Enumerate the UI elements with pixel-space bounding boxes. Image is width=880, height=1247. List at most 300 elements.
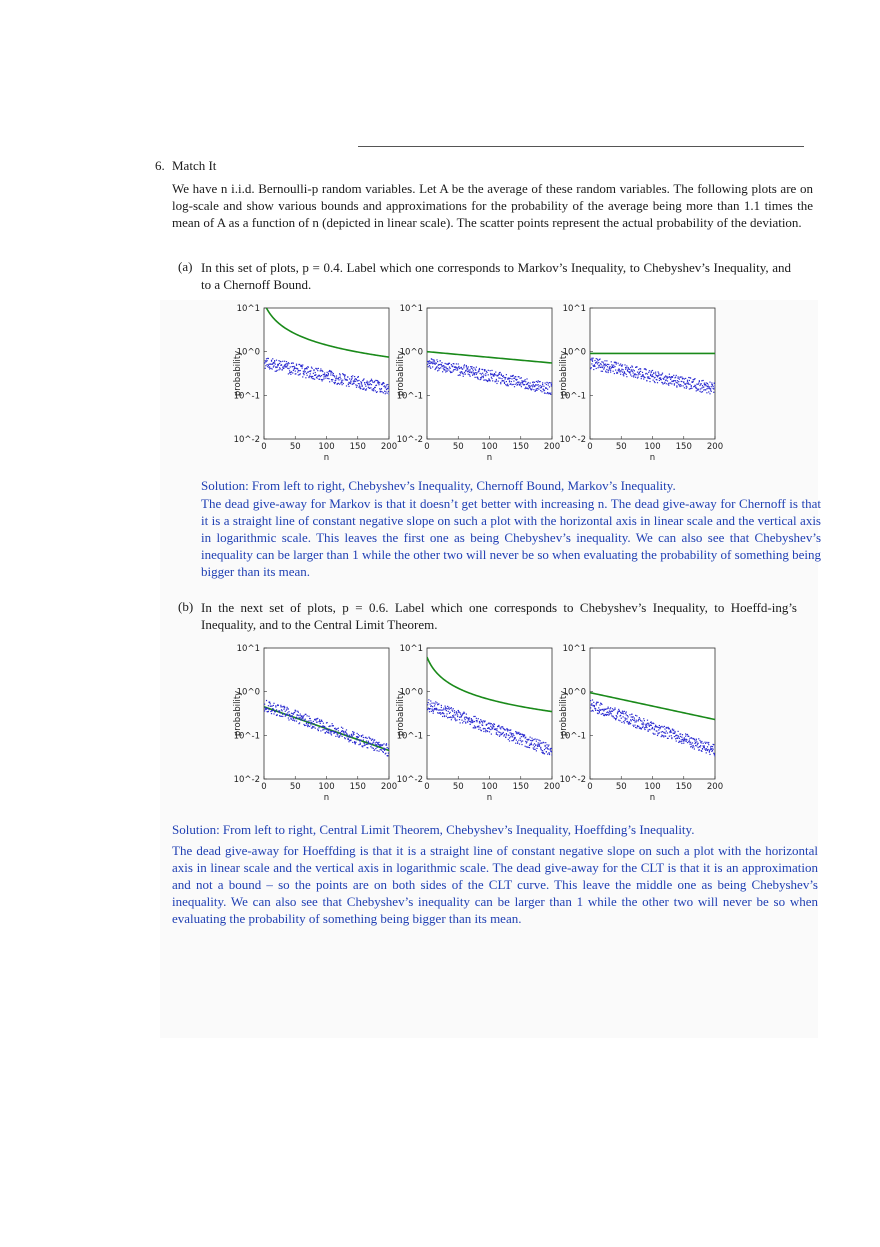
data-point — [500, 383, 501, 384]
data-point — [483, 720, 484, 721]
data-point — [694, 739, 695, 740]
data-point — [496, 383, 497, 384]
data-point — [701, 751, 702, 752]
data-point — [548, 385, 549, 386]
data-point — [282, 361, 283, 362]
data-point — [288, 708, 289, 709]
data-point — [371, 384, 372, 385]
data-point — [481, 730, 482, 731]
data-point — [473, 373, 474, 374]
data-point — [675, 377, 676, 378]
data-point — [530, 737, 531, 738]
data-point — [714, 747, 715, 748]
x-tick-label: 0 — [261, 442, 267, 452]
x-tick-label: 150 — [675, 782, 692, 792]
data-point — [708, 391, 709, 392]
data-point — [288, 363, 289, 364]
data-point — [308, 376, 309, 377]
data-point — [528, 388, 529, 389]
data-point — [298, 712, 299, 713]
data-point — [681, 385, 682, 386]
data-point — [699, 749, 700, 750]
data-point — [367, 382, 368, 383]
data-point — [603, 369, 604, 370]
data-point — [637, 726, 638, 727]
data-point — [520, 738, 521, 739]
data-point — [658, 729, 659, 730]
data-point — [669, 732, 670, 733]
data-point — [491, 370, 492, 371]
data-point — [591, 703, 592, 704]
data-point — [461, 720, 462, 721]
data-point — [306, 373, 307, 374]
data-point — [514, 386, 515, 387]
data-point — [530, 386, 531, 387]
data-point — [381, 749, 382, 750]
data-point — [325, 378, 326, 379]
data-point — [455, 369, 456, 370]
data-point — [547, 754, 548, 755]
data-point — [310, 723, 311, 724]
data-point — [650, 374, 651, 375]
data-point — [482, 369, 483, 370]
data-point — [546, 747, 547, 748]
y-tick-label: 10^1 — [236, 304, 260, 314]
data-point — [330, 374, 331, 375]
data-point — [433, 703, 434, 704]
data-point — [526, 746, 527, 747]
data-point — [374, 381, 375, 382]
data-point — [320, 368, 321, 369]
data-point — [691, 385, 692, 386]
data-point — [495, 371, 496, 372]
data-point — [591, 710, 592, 711]
data-point — [485, 375, 486, 376]
data-point — [277, 367, 278, 368]
data-point — [706, 752, 707, 753]
data-point — [439, 709, 440, 710]
data-point — [511, 384, 512, 385]
data-point — [431, 711, 432, 712]
data-point — [311, 377, 312, 378]
data-point — [694, 386, 695, 387]
data-point — [268, 364, 269, 365]
data-point — [472, 375, 473, 376]
data-point — [693, 381, 694, 382]
data-point — [594, 360, 595, 361]
y-tick-label: 10^1 — [562, 304, 586, 314]
data-point — [458, 712, 459, 713]
data-point — [550, 393, 551, 394]
data-point — [294, 367, 295, 368]
data-point — [641, 378, 642, 379]
data-point — [598, 713, 599, 714]
data-point — [441, 705, 442, 706]
data-point — [383, 748, 384, 749]
data-point — [607, 364, 608, 365]
data-point — [536, 741, 537, 742]
data-point — [324, 726, 325, 727]
data-point — [317, 718, 318, 719]
data-point — [616, 362, 617, 363]
data-point — [502, 726, 503, 727]
data-point — [498, 377, 499, 378]
data-point — [346, 729, 347, 730]
data-point — [521, 741, 522, 742]
data-point — [441, 707, 442, 708]
data-point — [673, 375, 674, 376]
plot-a-3 — [559, 304, 723, 463]
data-point — [275, 705, 276, 706]
data-point — [696, 384, 697, 385]
data-point — [601, 361, 602, 362]
data-point — [491, 727, 492, 728]
data-point — [488, 722, 489, 723]
data-point — [662, 382, 663, 383]
data-point — [452, 711, 453, 712]
data-point — [605, 364, 606, 365]
data-point — [290, 366, 291, 367]
data-point — [639, 372, 640, 373]
y-tick-label: 10^-1 — [559, 731, 586, 742]
data-point — [511, 733, 512, 734]
data-point — [609, 708, 610, 709]
part-a-solution-body: The dead give-away for Markov is that it doesn’t get better with increasing n. The dead give-away for Chernoff is that it is a straight line of constant negative slope on such a plot with the horizontal axis in linear scale and the vertical axis in logarithmic scale. This leaves the first one as being Chebyshev’s inequality. We can also see that Chebyshev’s inequality can be larger than 1 while the other two will never be so when evaluating the probability of something being bigger than its mean. — [201, 496, 821, 579]
data-point — [679, 741, 680, 742]
data-point — [604, 364, 605, 365]
data-point — [685, 736, 686, 737]
data-point — [279, 363, 280, 364]
data-point — [474, 725, 475, 726]
data-point — [438, 369, 439, 370]
y-axis-label: probability — [396, 690, 406, 737]
data-point — [535, 749, 536, 750]
data-point — [685, 384, 686, 385]
data-point — [618, 711, 619, 712]
data-point — [383, 383, 384, 384]
data-point — [360, 739, 361, 740]
data-point — [454, 712, 455, 713]
data-point — [551, 383, 552, 384]
data-point — [530, 382, 531, 383]
data-point — [656, 379, 657, 380]
data-point — [365, 737, 366, 738]
data-point — [440, 714, 441, 715]
data-point — [606, 365, 607, 366]
data-point — [459, 719, 460, 720]
data-point — [634, 370, 635, 371]
data-point — [619, 720, 620, 721]
data-point — [320, 730, 321, 731]
data-point — [430, 700, 431, 701]
data-point — [666, 383, 667, 384]
data-point — [431, 359, 432, 360]
data-point — [488, 727, 489, 728]
data-point — [503, 735, 504, 736]
data-point — [628, 716, 629, 717]
data-point — [293, 718, 294, 719]
data-point — [622, 364, 623, 365]
data-point — [434, 361, 435, 362]
data-point — [546, 384, 547, 385]
data-point — [547, 389, 548, 390]
data-point — [705, 389, 706, 390]
data-point — [287, 714, 288, 715]
part-a-solution-head: Solution: From left to right, Chebyshev’s Inequality, Chernoff Bound, Markov’s Inequality. — [201, 478, 676, 493]
data-point — [446, 710, 447, 711]
data-point — [362, 386, 363, 387]
data-point — [708, 388, 709, 389]
data-point — [388, 386, 389, 387]
data-point — [544, 753, 545, 754]
data-point — [629, 721, 630, 722]
data-point — [470, 376, 471, 377]
data-point — [621, 722, 622, 723]
data-point — [471, 366, 472, 367]
data-point — [548, 746, 549, 747]
data-point — [650, 375, 651, 376]
x-tick-label: 200 — [706, 782, 724, 792]
data-point — [709, 388, 710, 389]
data-point — [340, 734, 341, 735]
data-point — [711, 391, 712, 392]
data-point — [694, 378, 695, 379]
data-point — [456, 363, 457, 364]
data-point — [507, 730, 508, 731]
data-point — [470, 721, 471, 722]
data-point — [516, 382, 517, 383]
data-point — [551, 384, 552, 385]
data-point — [679, 385, 680, 386]
data-point — [300, 373, 301, 374]
data-point — [660, 726, 661, 727]
data-point — [709, 382, 710, 383]
data-point — [695, 742, 696, 743]
data-point — [273, 703, 274, 704]
data-point — [358, 734, 359, 735]
plot-frame — [590, 308, 715, 439]
data-point — [593, 358, 594, 359]
data-point — [475, 716, 476, 717]
data-point — [373, 388, 374, 389]
data-point — [638, 374, 639, 375]
x-tick-label: 150 — [512, 442, 529, 452]
data-point — [483, 376, 484, 377]
data-point — [355, 381, 356, 382]
data-point — [465, 719, 466, 720]
data-point — [596, 704, 597, 705]
data-point — [450, 716, 451, 717]
data-point — [323, 378, 324, 379]
data-point — [433, 361, 434, 362]
data-point — [361, 736, 362, 737]
data-point — [508, 377, 509, 378]
data-point — [305, 714, 306, 715]
data-point — [592, 699, 593, 700]
data-point — [517, 741, 518, 742]
data-point — [342, 736, 343, 737]
data-point — [551, 751, 552, 752]
data-point — [386, 384, 387, 385]
data-point — [461, 715, 462, 716]
data-point — [322, 371, 323, 372]
data-point — [383, 743, 384, 744]
data-point — [610, 707, 611, 708]
data-point — [623, 373, 624, 374]
data-point — [623, 369, 624, 370]
data-point — [464, 713, 465, 714]
data-point — [613, 371, 614, 372]
data-point — [317, 722, 318, 723]
data-point — [667, 380, 668, 381]
data-point — [672, 377, 673, 378]
data-point — [527, 383, 528, 384]
data-point — [702, 391, 703, 392]
data-point — [503, 380, 504, 381]
data-point — [658, 373, 659, 374]
data-point — [275, 706, 276, 707]
plot-frame — [427, 648, 552, 779]
data-point — [463, 373, 464, 374]
data-point — [711, 748, 712, 749]
data-point — [710, 388, 711, 389]
data-point — [701, 383, 702, 384]
data-point — [674, 383, 675, 384]
data-point — [302, 366, 303, 367]
data-point — [429, 711, 430, 712]
plot-frame — [264, 308, 389, 439]
data-point — [622, 372, 623, 373]
data-point — [519, 743, 520, 744]
data-point — [670, 730, 671, 731]
data-point — [470, 369, 471, 370]
data-point — [464, 364, 465, 365]
data-point — [599, 711, 600, 712]
y-axis-label: probability — [559, 350, 569, 397]
data-point — [363, 388, 364, 389]
data-point — [594, 706, 595, 707]
data-point — [706, 742, 707, 743]
data-point — [430, 708, 431, 709]
data-point — [604, 367, 605, 368]
data-point — [698, 743, 699, 744]
data-point — [290, 374, 291, 375]
data-point — [501, 375, 502, 376]
data-point — [629, 714, 630, 715]
data-point — [702, 748, 703, 749]
data-point — [430, 361, 431, 362]
data-point — [471, 368, 472, 369]
data-point — [499, 374, 500, 375]
data-point — [532, 740, 533, 741]
data-point — [361, 383, 362, 384]
data-point — [287, 708, 288, 709]
data-point — [452, 366, 453, 367]
data-point — [686, 383, 687, 384]
data-point — [292, 715, 293, 716]
data-point — [594, 364, 595, 365]
data-point — [298, 374, 299, 375]
data-point — [658, 733, 659, 734]
data-point — [632, 371, 633, 372]
problem-intro: We have n i.i.d. Bernoulli-p random variables. Let A be the average of these random variables. The following plots are on log-scale and show various bounds and approximations for the probability of the average being more than 1.1 times the mean of A as a function of n (depicted in linear scale). The scatter points represent the actual probability of the deviation. — [172, 181, 813, 230]
data-point — [621, 366, 622, 367]
data-point — [624, 371, 625, 372]
data-point — [706, 392, 707, 393]
data-point — [473, 367, 474, 368]
data-point — [284, 361, 285, 362]
data-point — [496, 734, 497, 735]
data-point — [443, 365, 444, 366]
data-point — [437, 370, 438, 371]
data-point — [644, 377, 645, 378]
data-point — [299, 722, 300, 723]
data-point — [500, 732, 501, 733]
data-point — [647, 720, 648, 721]
part-b-solution-body: The dead give-away for Hoeffding is that it is a straight line of constant negative slope on such a plot with the horizontal axis in linear scale and the vertical axis in logarithmic scale. The dead give-away for the CLT is that it is an approximation and not a bound – so the points are on both sides of the CLT curve. This leave the middle one as being Chebyshev’s inequality. We can also see that Chebyshev’s inequality can be larger than 1 while the other two will never be so when evaluating the probability of something being bigger than its mean. — [172, 843, 818, 926]
data-point — [513, 740, 514, 741]
data-point — [525, 381, 526, 382]
data-point — [625, 713, 626, 714]
data-point — [620, 715, 621, 716]
data-point — [445, 708, 446, 709]
data-point — [296, 364, 297, 365]
data-point — [689, 384, 690, 385]
data-point — [626, 714, 627, 715]
data-point — [661, 736, 662, 737]
data-point — [388, 388, 389, 389]
data-point — [497, 734, 498, 735]
data-point — [635, 727, 636, 728]
data-point — [265, 707, 266, 708]
data-point — [655, 725, 656, 726]
data-point — [651, 372, 652, 373]
data-point — [280, 368, 281, 369]
data-point — [367, 381, 368, 382]
data-point — [379, 388, 380, 389]
data-point — [482, 373, 483, 374]
data-point — [676, 387, 677, 388]
data-point — [619, 370, 620, 371]
data-point — [656, 375, 657, 376]
data-point — [602, 371, 603, 372]
data-point — [603, 362, 604, 363]
data-point — [686, 388, 687, 389]
data-point — [328, 732, 329, 733]
data-point — [515, 731, 516, 732]
data-point — [439, 364, 440, 365]
data-point — [689, 740, 690, 741]
data-point — [614, 717, 615, 718]
x-tick-label: 0 — [587, 782, 593, 792]
data-point — [453, 715, 454, 716]
data-point — [373, 382, 374, 383]
data-point — [535, 744, 536, 745]
data-point — [714, 755, 715, 756]
data-point — [453, 708, 454, 709]
x-axis-label: n — [486, 453, 493, 463]
data-point — [510, 729, 511, 730]
data-point — [520, 734, 521, 735]
data-point — [603, 365, 604, 366]
data-point — [336, 377, 337, 378]
data-point — [605, 709, 606, 710]
data-point — [612, 711, 613, 712]
x-tick-label: 100 — [481, 782, 498, 792]
data-point — [289, 370, 290, 371]
data-point — [445, 366, 446, 367]
data-point — [592, 361, 593, 362]
